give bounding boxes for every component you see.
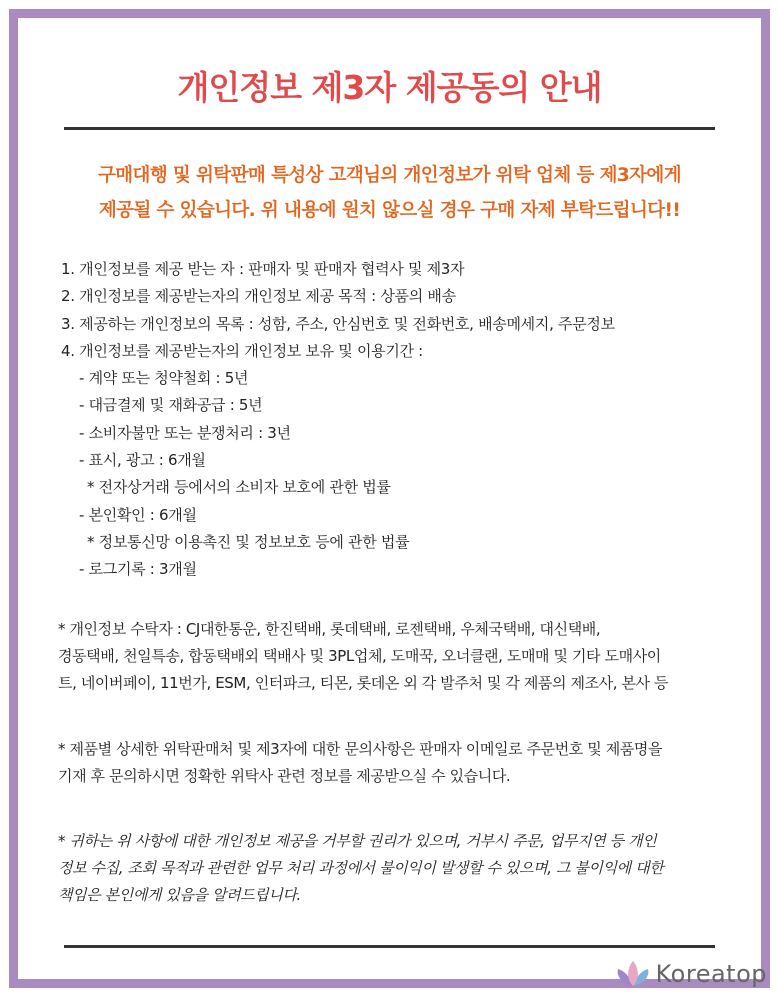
list-item: 1. 개인정보를 제공 받는 자 : 판매자 및 판매자 협력사 및 제3자: [61, 260, 465, 278]
disclaimer-paragraph: [58, 828, 748, 909]
bottom-divider: [64, 945, 715, 948]
list-item: 2. 개인정보를 제공받는자의 개인정보 제공 목적 : 상품의 배송: [61, 287, 456, 306]
notice-text: [38, 158, 741, 228]
notice-line-1: 구매대행 및 위탁판매 특성상 고객님의 개인정보가 위탁 업체 등 제3자에게: [98, 165, 681, 186]
recipients-line: * 개인정보 수탁자 : CJ대한통운, 한진택배, 롯데택배, 로젠택배, 우체국택배, 대신택배,: [58, 620, 601, 638]
period-item: - 표시, 광고 : 6개월: [79, 451, 206, 470]
disclaimer-line: 책임은 본인에게 있음을 알려드립니다.: [58, 886, 301, 904]
recipients-line: 트, 네이버페이, 11번가, ESM, 인터파크, 티몬, 롯데온 외 각 발주처 및 각 제품의 제조사, 본사 등: [58, 674, 669, 692]
recipients-line: 경동택배, 천일특송, 합동택배외 택배사 및 3PL업체, 도매꾹, 오너클랜, 도매매 및 기타 도매사이: [58, 647, 661, 665]
law-note: * 정보통신망 이용촉진 및 정보보호 등에 관한 법률: [87, 532, 410, 551]
page-title: 개인정보 제3자 제공동의 안내: [177, 68, 602, 107]
inquiry-line: * 제품별 상세한 위탁판매처 및 제3자에 대한 문의사항은 판매자 이메일로 주문번호 및 제품명을: [58, 740, 663, 758]
koreatop-logo: [614, 959, 767, 989]
recipients-paragraph: [58, 616, 748, 697]
inquiry-paragraph: [58, 736, 748, 790]
period-item: - 로그기록 : 3개월: [79, 560, 197, 579]
logo-text: Koreatop: [655, 960, 767, 988]
notice-line-2: 제공될 수 있습니다. 위 내용에 원치 않으실 경우 구매 자제 부탁드립니다!!: [98, 200, 681, 221]
lotus-icon: [614, 959, 652, 989]
inquiry-line: 기재 후 문의하시면 정확한 위탁사 관련 정보를 제공받으실 수 있습니다.: [58, 767, 511, 785]
disclaimer-line: * 귀하는 위 사항에 대한 개인정보 제공을 거부할 권리가 있으며, 거부시 주문, 업무지연 등 개인: [58, 832, 657, 850]
top-divider: [64, 127, 715, 130]
period-item: - 소비자불만 또는 분쟁처리 : 3년: [79, 423, 291, 442]
document-frame: [9, 9, 770, 988]
info-list: [61, 256, 615, 584]
period-item: - 계약 또는 청약철회 : 5년: [79, 369, 249, 388]
list-item: 4. 개인정보를 제공받는자의 개인정보 보유 및 이용기간 :: [61, 341, 423, 360]
disclaimer-line: 정보 수집, 조회 목적과 관련한 업무 처리 과정에서 불이익이 발생할 수 있으며, 그 불이익에 대한: [58, 859, 664, 877]
list-item: 3. 제공하는 개인정보의 목록 : 성함, 주소, 안심번호 및 전화번호, 배송메세지, 주문정보: [61, 314, 615, 333]
law-note: * 전자상거래 등에서의 소비자 보호에 관한 법률: [87, 478, 391, 497]
period-item: - 대금결제 및 재화공급 : 5년: [79, 396, 263, 415]
period-item: - 본인확인 : 6개월: [79, 505, 197, 524]
